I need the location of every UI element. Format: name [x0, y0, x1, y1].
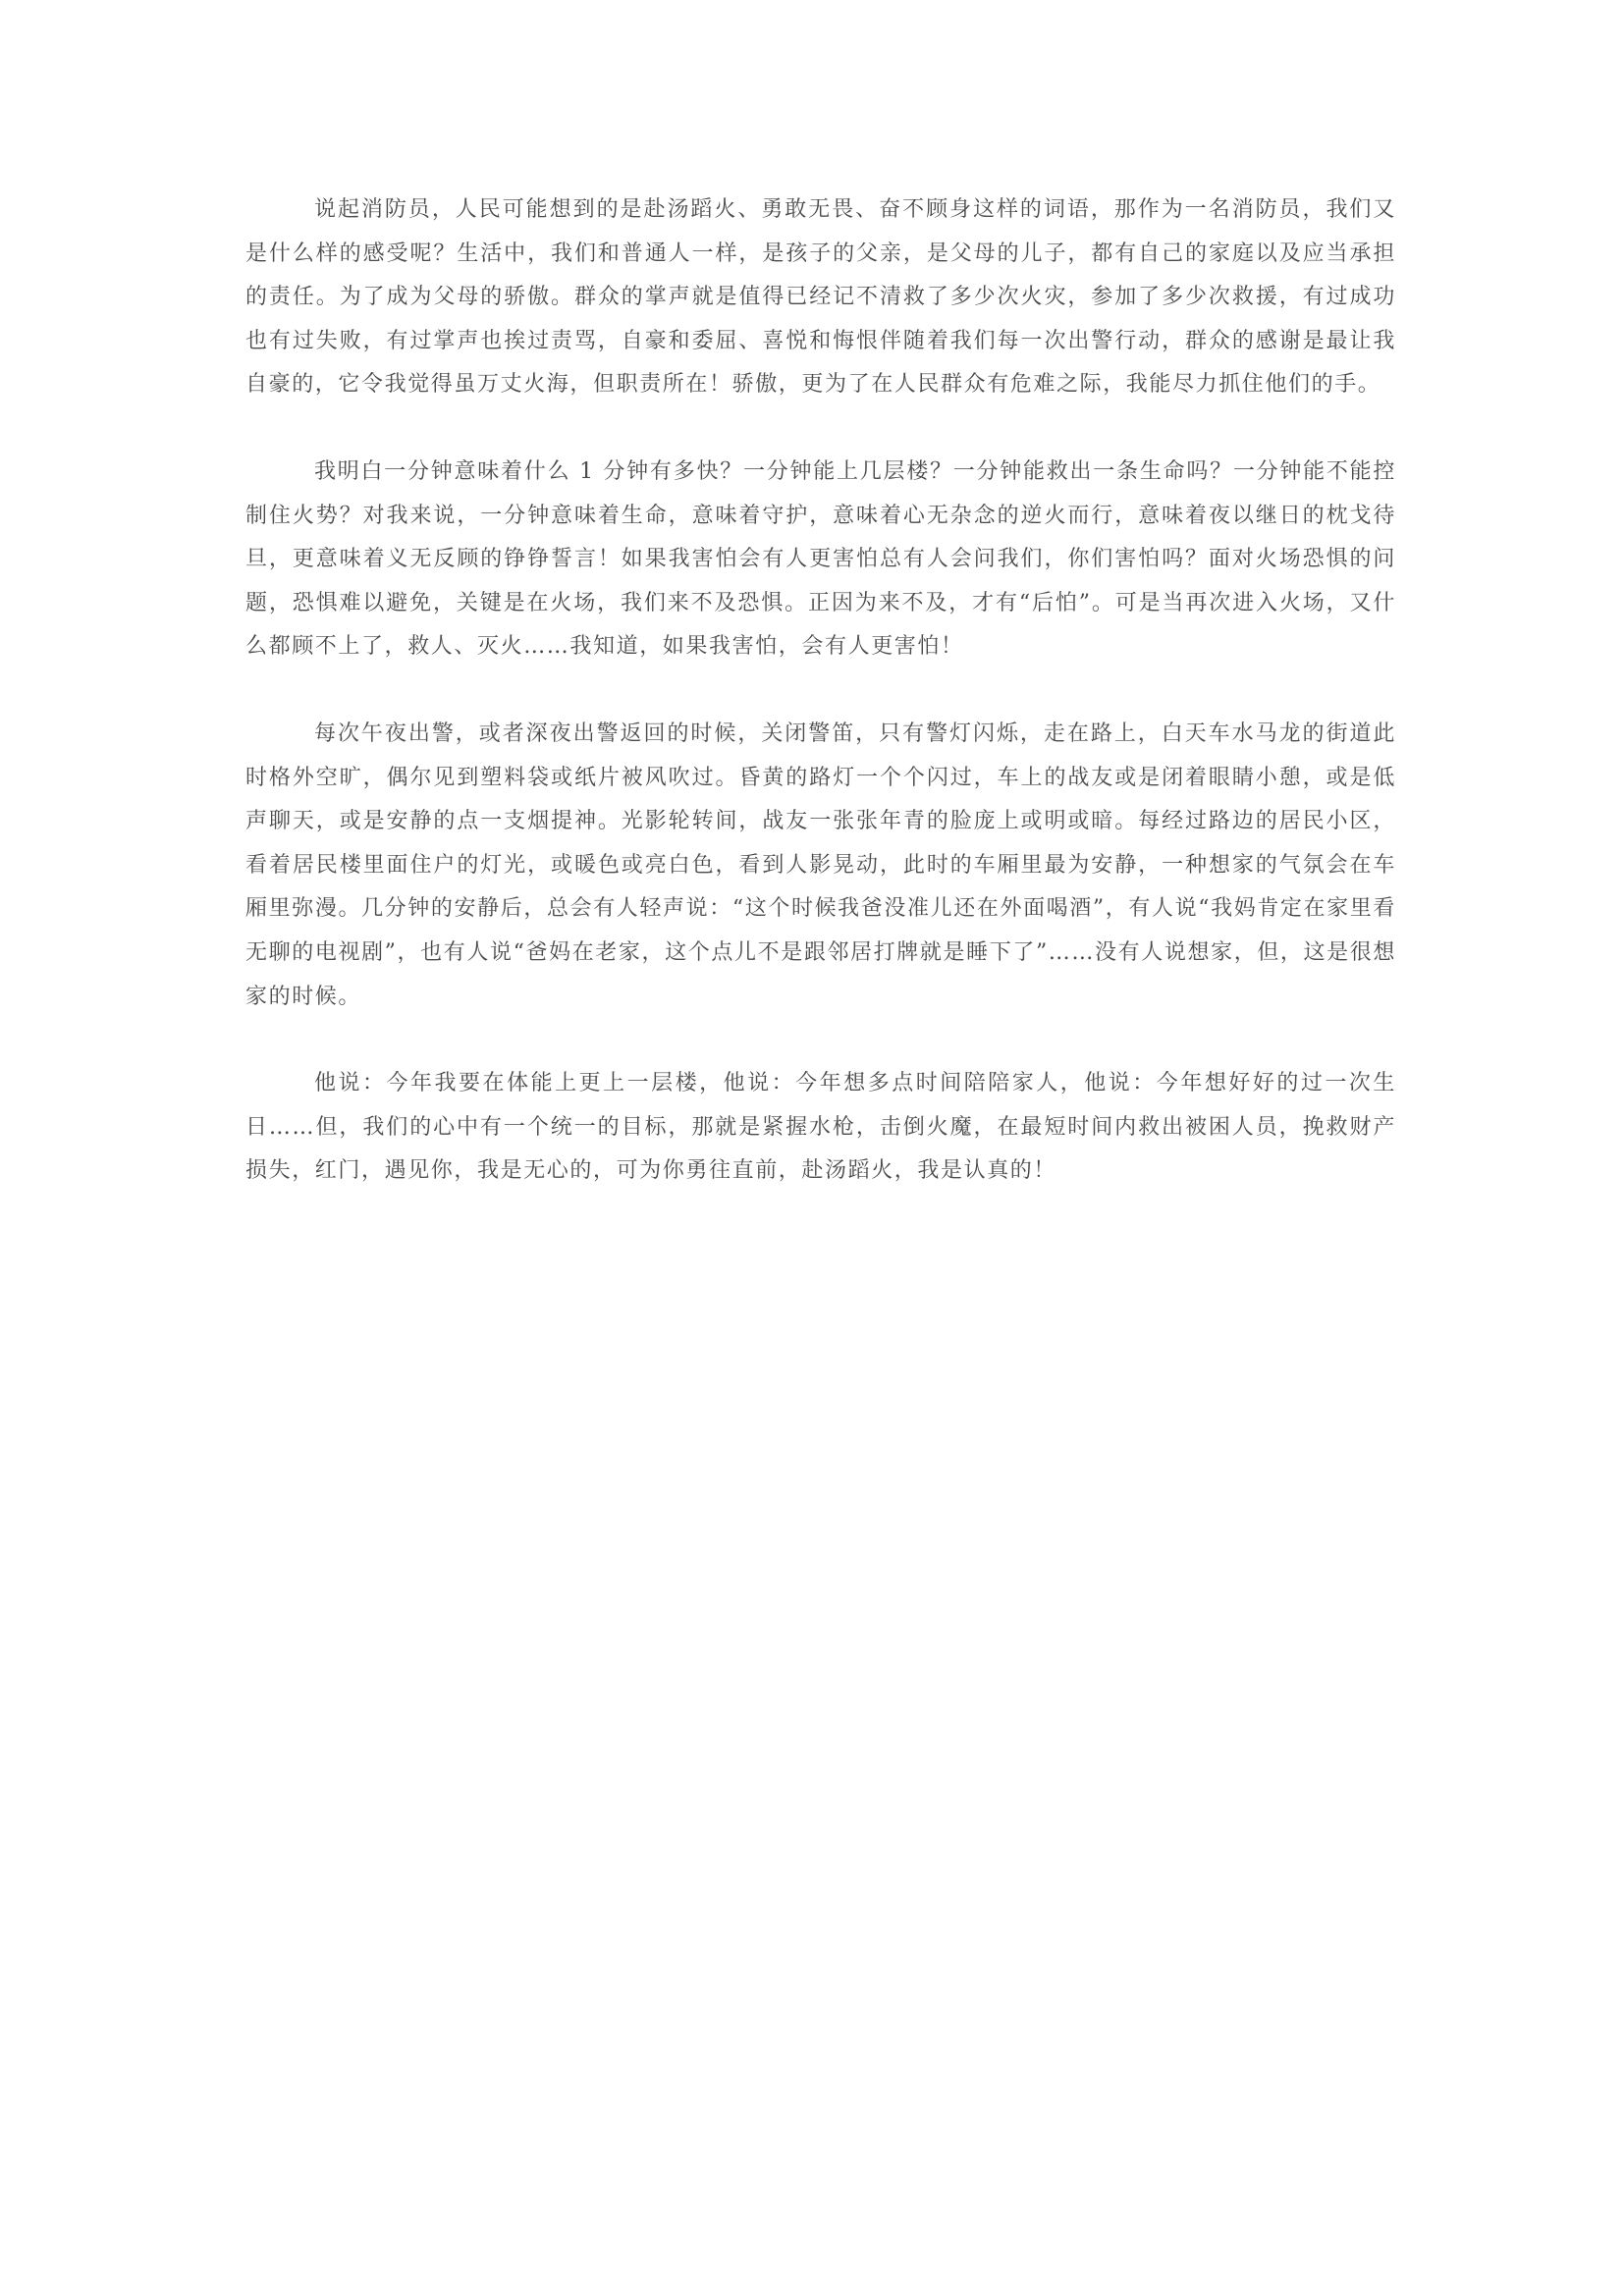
- paragraph-4: 他说：今年我要在体能上更上一层楼，他说：今年想多点时间陪陪家人，他说：今年想好好的过一次生日……但，我们的心中有一个统一的目标，那就是紧握水枪，击倒火魔，在最短时间内救出被困人员，挽救财产损失，红门，遇见你，我是无心的，可为你勇往直前，赴汤蹈火，我是认真的！: [245, 1071, 1396, 1184]
- document-body: [245, 188, 1396, 1194]
- paragraph-3: 每次午夜出警，或者深夜出警返回的时候，关闭警笛，只有警灯闪烁，走在路上，白天车水马龙的街道此时格外空旷，偶尔见到塑料袋或纸片被风吹过。昏黄的路灯一个个闪过，车上的战友或是闭着眼睛小憩，或是低声聊天，或是安静的点一支烟提神。光影轮转间，战友一张张年青的脸庞上或明或暗。每经过路边的居民小区，看着居民楼里面住户的灯光，或暖色或亮白色，看到人影晃动，此时的车厢里最为安静，一种想家的气氛会在车厢里弥漫。几分钟的安静后，总会有人轻声说：“这个时候我爸没准儿还在外面喝酒”，有人说“我妈肯定在家里看无聊的电视剧”，也有人说“爸妈在老家，这个点儿不是跟邻居打牌就是睡下了”……没有人说想家，但，这是很想家的时候。: [245, 721, 1396, 1009]
- paragraph-2: 我明白一分钟意味着什么 1 分钟有多快？一分钟能上几层楼？一分钟能救出一条生命吗？一分钟能不能控制住火势？对我来说，一分钟意味着生命，意味着守护，意味着心无杂念的逆火而行，意味着夜以继日的枕戈待旦，更意味着义无反顾的铮铮誓言！如果我害怕会有人更害怕总有人会问我们，你们害怕吗？面对火场恐惧的问题，恐惧难以避免，关键是在火场，我们来不及恐惧。正因为来不及，才有“后怕”。可是当再次进入火场，又什么都顾不上了，救人、灭火……我知道，如果我害怕，会有人更害怕！: [245, 458, 1396, 660]
- paragraph-1: 说起消防员，人民可能想到的是赴汤蹈火、勇敢无畏、奋不顾身这样的词语，那作为一名消防员，我们又是什么样的感受呢？生活中，我们和普通人一样，是孩子的父亲，是父母的儿子，都有自己的家庭以及应当承担的责任。为了成为父母的骄傲。群众的掌声就是值得已经记不清救了多少次火灾，参加了多少次救援，有过成功也有过失败，有过掌声也挨过责骂，自豪和委屈、喜悦和悔恨伴随着我们每一次出警行动，群众的感谢是最让我自豪的，它令我觉得虽万丈火海，但职责所在！骄傲，更为了在人民群众有危难之际，我能尽力抓住他们的手。: [245, 197, 1396, 398]
